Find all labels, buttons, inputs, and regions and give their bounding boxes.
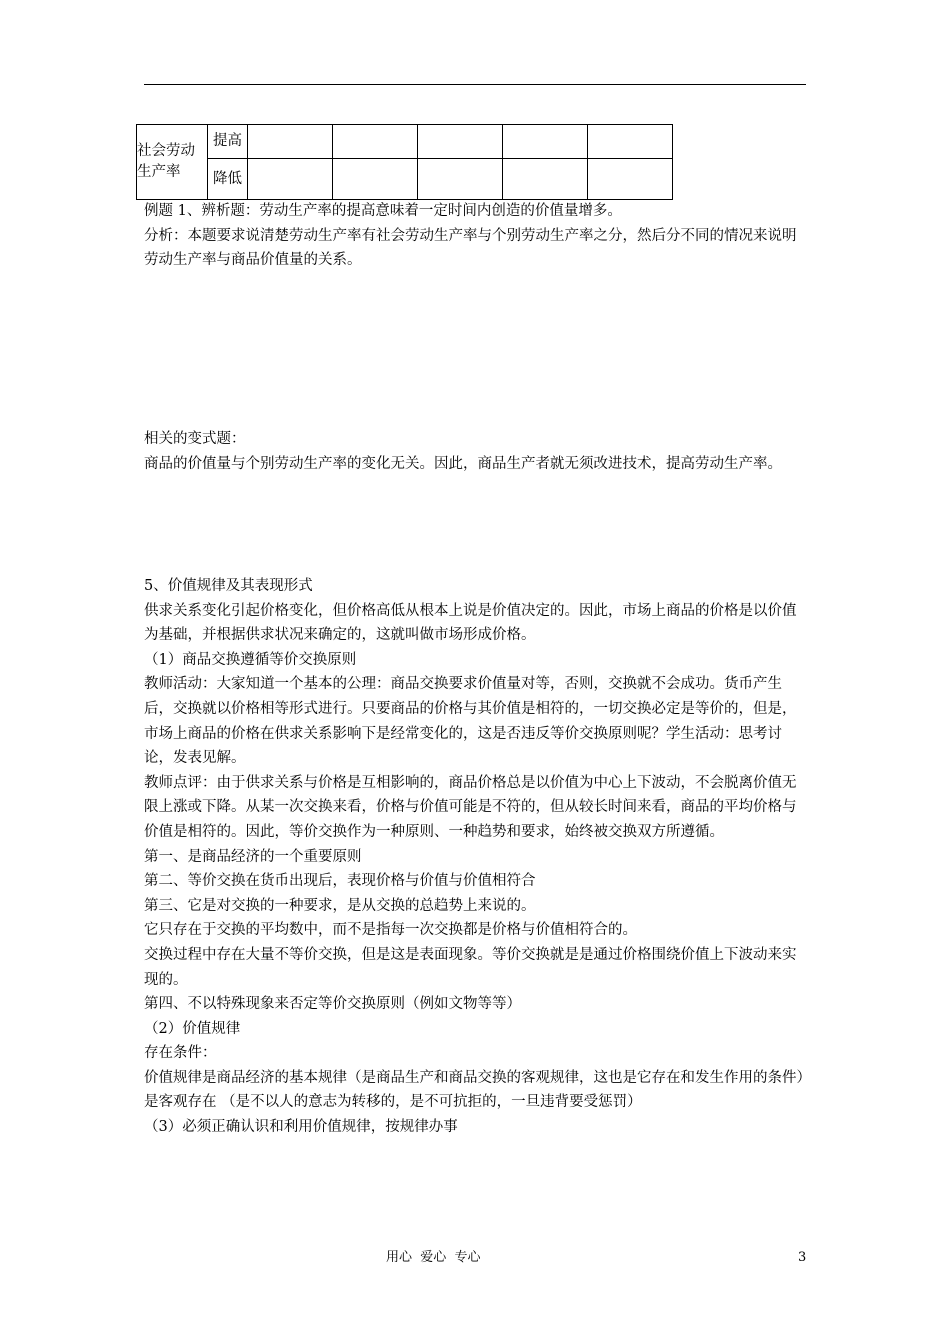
paragraph: 例题 1、辨析题：劳动生产率的提高意味着一定时间内创造的价值量增多。 bbox=[144, 203, 622, 219]
paragraph: 分析：本题要求说清楚劳动生产率有社会劳动生产率与个别劳动生产率之分，然后分不同的情况来说明劳动生产率与商品价值量的关系。 bbox=[144, 227, 797, 269]
paragraph: 交换过程中存在大量不等价交换，但是这是表面现象。等价交换就是是通过价格围绕价值上下波动来实现的。 bbox=[144, 946, 797, 988]
table-cell bbox=[248, 125, 333, 159]
table-cell bbox=[503, 125, 588, 159]
table-row bbox=[137, 125, 673, 159]
page-number: 3 bbox=[798, 1250, 807, 1265]
example-section bbox=[144, 199, 810, 273]
table-label-increase: 提高 bbox=[208, 125, 248, 159]
table-cell bbox=[333, 125, 418, 159]
table-row-header: 社会劳动生产率 bbox=[137, 125, 208, 200]
productivity-table bbox=[136, 124, 673, 200]
variant-section bbox=[144, 427, 810, 476]
paragraph: （2）价值规律 bbox=[144, 1020, 241, 1037]
table-cell bbox=[248, 159, 333, 200]
header-rule bbox=[144, 84, 806, 85]
paragraph: 第四、不以特殊现象来否定等价交换原则（例如文物等等） bbox=[144, 996, 521, 1013]
paragraph: 相关的变式题： bbox=[144, 431, 246, 447]
paragraph: 教师活动：大家知道一个基本的公理：商品交换要求价值量对等，否则，交换就不会成功。货币产生后，交换就以价格相等形式进行。只要商品的价格与其价值是相符的，一切交换必定是等价的，但是，市场上商品的价格在供求关系影响下是经常变化的，这是否违反等价交换原则呢？学生活动：思考讨论，发表见解。 bbox=[144, 676, 797, 767]
paragraph: （3）必须正确认识和利用价值规律，按规律办事 bbox=[144, 1119, 458, 1136]
paragraph: 第三、它是对交换的一种要求，是从交换的总趋势上来说的。 bbox=[144, 897, 536, 914]
paragraph: 存在条件： bbox=[144, 1045, 217, 1062]
paragraph: 第二、等价交换在货币出现后，表现价格与价值与价值相符合 bbox=[144, 873, 536, 890]
table-cell bbox=[588, 125, 673, 159]
paragraph: 它只存在于交换的平均数中，而不是指每一次交换都是价格与价值相符合的。 bbox=[144, 922, 637, 939]
paragraph: 教师点评：由于供求关系与价格是互相影响的，商品价格总是以价值为中心上下波动，不会脱离价值无限上涨或下降。从某一次交换来看，价格与价值可能是不符的，但从较长时间来看，商品的平均价格与价值是相符的。因此，等价交换作为一种原则、一种趋势和要求，始终被交换双方所遵循。 bbox=[144, 774, 797, 840]
paragraph: 是客观存在 （是不以人的意志为转移的，是不可抗拒的，一旦违背要受惩罚） bbox=[144, 1094, 642, 1111]
table-row bbox=[137, 159, 673, 200]
table-cell bbox=[418, 159, 503, 200]
paragraph: （1）商品交换遵循等价交换原则 bbox=[144, 651, 357, 668]
table-cell bbox=[333, 159, 418, 200]
section-heading: 5、价值规律及其表现形式 bbox=[144, 578, 313, 594]
value-law-section bbox=[144, 574, 810, 1140]
table-label-decrease: 降低 bbox=[208, 159, 248, 200]
paragraph: 供求关系变化引起价格变化，但价格高低从根本上说是价值决定的。因此，市场上商品的价格是以价值为基础，并根据供求状况来确定的，这就叫做市场形成价格。 bbox=[144, 602, 797, 644]
table-cell bbox=[418, 125, 503, 159]
paragraph: 商品的价值量与个别劳动生产率的变化无关。因此，商品生产者就无须改进技术，提高劳动生产率。 bbox=[144, 455, 782, 472]
paragraph: 价值规律是商品经济的基本规律（是商品生产和商品交换的客观规律，这也是它存在和发生作用的条件） bbox=[144, 1069, 811, 1086]
footer-slogan: 用心 爱心 专心 bbox=[386, 1250, 481, 1265]
table-cell bbox=[503, 159, 588, 200]
table-cell bbox=[588, 159, 673, 200]
paragraph: 第一、是商品经济的一个重要原则 bbox=[144, 848, 362, 865]
